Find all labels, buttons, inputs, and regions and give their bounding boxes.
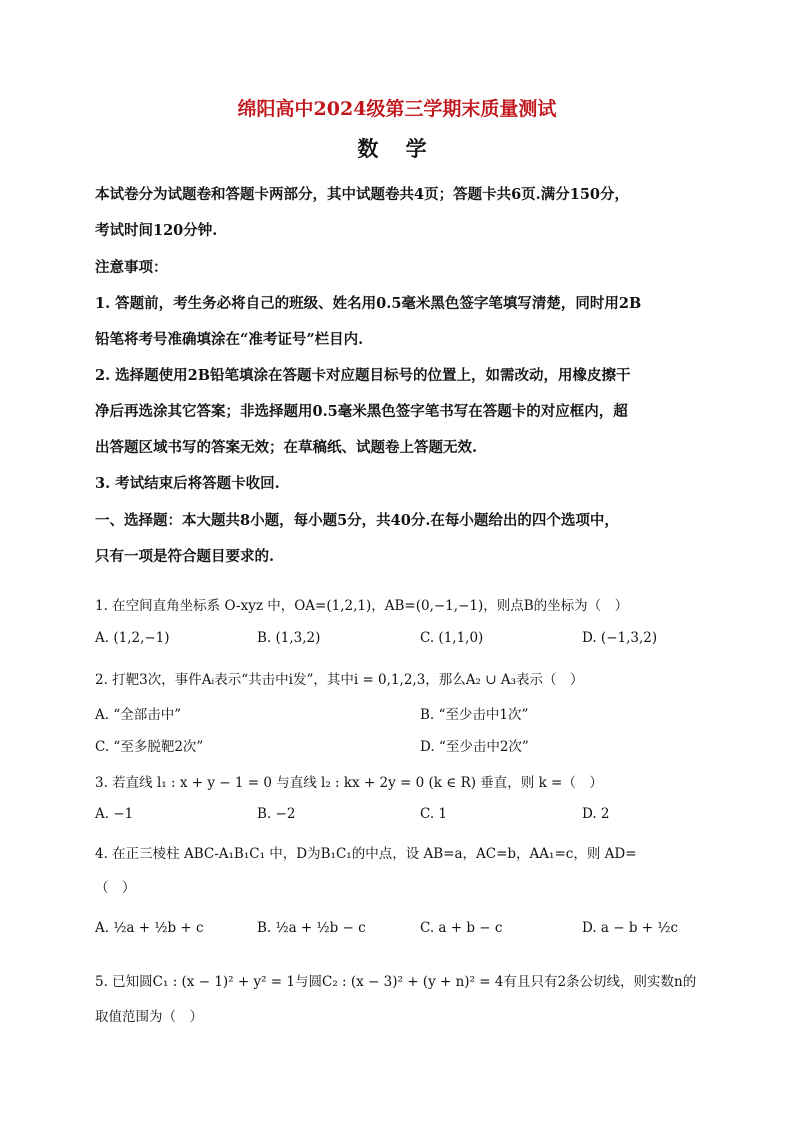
notes-heading: 注意事项： [95, 259, 168, 276]
question-3-stem: 3. 若直线 l₁ : x + y − 1 = 0 与直线 l₂ : kx + 2y = 0 (k ∈ R) 垂直，则 k =（ ） [95, 775, 603, 791]
q3-option-a: A. −1 [95, 806, 134, 822]
q1-option-c: C. (1,1,0) [420, 630, 484, 646]
note-line: 出答题区域书写的答案无效；在草稿纸、试题卷上答题无效. [95, 439, 478, 456]
q2-option-b: B. “至少击中1次” [420, 707, 529, 723]
question-4-stem: 4. 在正三棱柱 ABC-A₁B₁C₁ 中，D为B₁C₁的中点，设 AB=a，AC=b，AA₁=c，则 AD= [95, 846, 637, 862]
note-line: 2. 选择题使用2B铅笔填涂在答题卡对应题目标号的位置上，如需改动，用橡皮擦干 [95, 367, 631, 384]
intro-line-1: 本试卷分为试题卷和答题卡两部分，其中试题卷共4页；答题卡共6页.满分150分， [95, 186, 629, 203]
q1-option-a: A. (1,2,−1) [95, 630, 170, 646]
q3-option-d: D. 2 [582, 806, 610, 822]
q1-option-d: D. (−1,3,2) [582, 630, 658, 646]
q3-option-c: C. 1 [420, 806, 448, 822]
question-2-stem: 2. 打靶3次，事件Aᵢ表示“共击中i发”，其中i = 0,1,2,3，那么A₂ ∪ A₃表示（ ） [95, 672, 584, 688]
section-heading: 一、选择题：本大题共8小题，每小题5分，共40分.在每小题给出的四个选项中， [95, 512, 619, 529]
section-heading-cont: 只有一项是符合题目要求的. [95, 548, 275, 565]
q3-option-b: B. −2 [257, 806, 296, 822]
q1-option-b: B. (1,3,2) [257, 630, 321, 646]
note-line: 铅笔将考号准确填涂在“准考证号”栏目内. [95, 331, 364, 348]
q4-option-a: A. ½a + ½b + c [95, 920, 204, 936]
subject-heading: 数 学 [357, 136, 437, 161]
question-4-paren: （ ） [95, 880, 136, 896]
note-line: 1. 答题前，考生务必将自己的班级、姓名用0.5毫米黑色签字笔填写清楚，同时用2B [95, 295, 642, 312]
q4-option-d: D. a − b + ½c [582, 920, 679, 936]
note-line: 净后再选涂其它答案；非选择题用0.5毫米黑色签字笔书写在答题卡的对应框内，超 [95, 403, 628, 420]
question-5-stem: 5. 已知圆C₁ : (x − 1)² + y² = 1与圆C₂ : (x − 3)² + (y + n)² = 4有且只有2条公切线，则实数n的 [95, 974, 697, 990]
q2-option-a: A. “全部击中” [95, 707, 182, 723]
question-5-stem-cont: 取值范围为（ ） [95, 1009, 203, 1025]
exam-title: 绵阳高中2024级第三学期末质量测试 [237, 98, 557, 120]
q4-option-b: B. ½a + ½b − c [257, 920, 366, 936]
q2-option-c: C. “至多脱靶2次” [95, 739, 204, 755]
note-line: 3. 考试结束后将答题卡收回. [95, 475, 280, 492]
q4-option-c: C. a + b − c [420, 920, 503, 936]
intro-line-2: 考试时间120分钟. [95, 222, 218, 239]
q2-option-d: D. “至少击中2次” [420, 739, 529, 755]
question-1-stem: 1. 在空间直角坐标系 O-xyz 中，OA=(1,2,1)，AB=(0,−1,−1)，则点B的坐标为（ ） [95, 598, 629, 614]
